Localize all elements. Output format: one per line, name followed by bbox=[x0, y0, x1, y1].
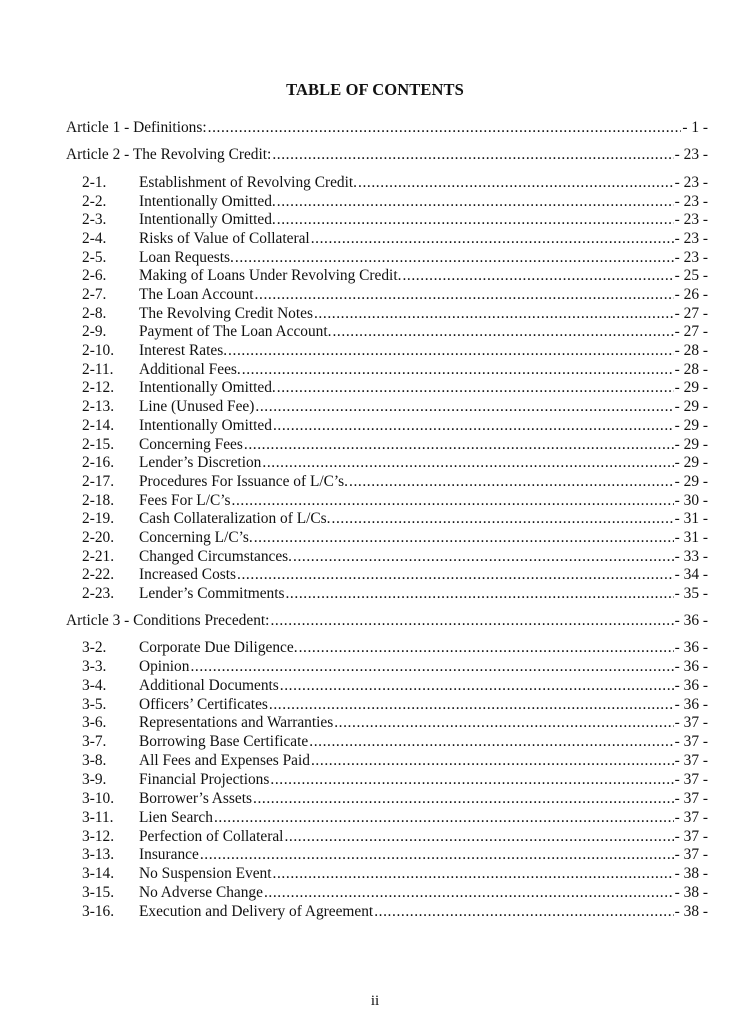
dot-leader bbox=[334, 713, 673, 732]
page-ref: - 23 - bbox=[674, 146, 708, 163]
toc-section-entry[interactable] bbox=[82, 584, 708, 603]
toc-section-entry[interactable] bbox=[82, 547, 708, 566]
section-title: Establishment of Revolving Credit. bbox=[139, 174, 358, 191]
section-number: 3-7. bbox=[82, 733, 107, 750]
dot-leader bbox=[332, 322, 673, 341]
page-ref: - 29 - bbox=[674, 417, 708, 434]
section-number: 2-6. bbox=[82, 267, 107, 284]
section-title: Increased Costs bbox=[139, 566, 237, 583]
section-number: 2-15. bbox=[82, 436, 115, 453]
page-ref: - 23 - bbox=[674, 193, 708, 210]
toc-section-entry[interactable] bbox=[82, 676, 708, 695]
dot-leader bbox=[285, 584, 673, 603]
section-title: Line (Unused Fee) bbox=[139, 398, 255, 415]
section-number: 3-2. bbox=[82, 639, 107, 656]
section-number: 2-19. bbox=[82, 510, 115, 527]
toc-section-entry[interactable] bbox=[82, 732, 708, 751]
section-title: No Suspension Event bbox=[139, 865, 272, 882]
section-number: 2-16. bbox=[82, 454, 115, 471]
section-title: Intentionally Omitted. bbox=[139, 379, 276, 396]
dot-leader bbox=[270, 611, 673, 630]
section-title: No Adverse Change bbox=[139, 884, 263, 901]
section-number: 3-3. bbox=[82, 658, 107, 675]
dot-leader bbox=[309, 732, 673, 751]
section-number: 2-10. bbox=[82, 342, 115, 359]
toc-section-entry[interactable] bbox=[82, 509, 708, 528]
toc-section-entry[interactable] bbox=[82, 565, 708, 584]
section-number: 2-5. bbox=[82, 249, 107, 266]
toc-section-entry[interactable] bbox=[82, 751, 708, 770]
page-ref: - 37 - bbox=[674, 771, 708, 788]
section-title: Concerning L/C’s. bbox=[139, 529, 253, 546]
dot-leader bbox=[255, 397, 673, 416]
page-ref: - 35 - bbox=[674, 585, 708, 602]
section-number: 3-11. bbox=[82, 809, 114, 826]
toc-section-entry[interactable] bbox=[82, 827, 708, 846]
section-title: Cash Collateralization of L/Cs. bbox=[139, 510, 331, 527]
toc-article-entry[interactable] bbox=[66, 611, 708, 630]
page-ref: - 23 - bbox=[674, 174, 708, 191]
toc-section-entry[interactable] bbox=[82, 789, 708, 808]
section-title: Lender’s Discretion bbox=[139, 454, 262, 471]
toc-section-entry[interactable] bbox=[82, 229, 708, 248]
page-ref: - 26 - bbox=[674, 286, 708, 303]
section-number: 3-13. bbox=[82, 846, 115, 863]
dot-leader bbox=[269, 695, 674, 714]
section-number: 2-17. bbox=[82, 473, 115, 490]
toc-section-entry[interactable] bbox=[82, 864, 708, 883]
dot-leader bbox=[358, 173, 674, 192]
dot-leader bbox=[228, 341, 674, 360]
toc-section-entry[interactable] bbox=[82, 304, 708, 323]
section-number: 3-10. bbox=[82, 790, 115, 807]
dot-leader bbox=[273, 864, 674, 883]
page-ref: - 36 - bbox=[674, 677, 708, 694]
dot-leader bbox=[293, 547, 674, 566]
toc-section-entry[interactable] bbox=[82, 173, 708, 192]
dot-leader bbox=[284, 827, 673, 846]
section-number: 2-23. bbox=[82, 585, 115, 602]
section-number: 2-3. bbox=[82, 211, 107, 228]
page-ref: - 25 - bbox=[674, 267, 708, 284]
section-number: 2-12. bbox=[82, 379, 115, 396]
page-number: ii bbox=[370, 993, 380, 1009]
toc-section-entry[interactable] bbox=[82, 713, 708, 732]
dot-leader bbox=[200, 845, 674, 864]
section-number: 2-2. bbox=[82, 193, 107, 210]
page-ref: - 37 - bbox=[674, 790, 708, 807]
section-title: Officers’ Certificates bbox=[139, 696, 268, 713]
section-title: Lender’s Commitments bbox=[139, 585, 285, 602]
page-ref: - 38 - bbox=[674, 884, 708, 901]
section-number: 2-11. bbox=[82, 361, 114, 378]
dot-leader bbox=[314, 304, 674, 323]
section-title: Representations and Warranties bbox=[139, 714, 334, 731]
page-ref: - 36 - bbox=[674, 612, 708, 629]
toc-section-entry[interactable] bbox=[82, 322, 708, 341]
dot-leader bbox=[349, 472, 674, 491]
toc-section-entry[interactable] bbox=[82, 883, 708, 902]
page-ref: - 27 - bbox=[674, 323, 708, 340]
page-ref: - 29 - bbox=[674, 398, 708, 415]
page-title: TABLE OF CONTENTS bbox=[286, 80, 464, 99]
dot-leader bbox=[270, 770, 673, 789]
toc-section-entry[interactable] bbox=[82, 491, 708, 510]
section-title: Lien Search bbox=[139, 809, 213, 826]
section-number: 3-15. bbox=[82, 884, 115, 901]
page-ref: - 28 - bbox=[674, 361, 708, 378]
section-title: Intentionally Omitted. bbox=[139, 193, 276, 210]
dot-leader bbox=[190, 657, 673, 676]
section-title: Perfection of Collateral bbox=[139, 828, 284, 845]
section-number: 2-21. bbox=[82, 548, 115, 565]
toc-section-entry[interactable] bbox=[82, 416, 708, 435]
section-number: 2-18. bbox=[82, 492, 115, 509]
toc-section-entry[interactable] bbox=[82, 528, 708, 547]
dot-leader bbox=[272, 145, 673, 164]
section-title: The Revolving Credit Notes bbox=[139, 305, 313, 322]
section-title: Loan Requests. bbox=[139, 249, 234, 266]
page-ref: - 31 - bbox=[674, 510, 708, 527]
page-ref: - 23 - bbox=[674, 249, 708, 266]
toc-section-entry[interactable] bbox=[82, 397, 708, 416]
section-title: Payment of The Loan Account. bbox=[139, 323, 332, 340]
section-title: Concerning Fees bbox=[139, 436, 243, 453]
toc-section-entry[interactable] bbox=[82, 472, 708, 491]
section-title: Execution and Delivery of Agreement bbox=[139, 903, 374, 920]
dot-leader bbox=[262, 453, 673, 472]
section-title: Intentionally Omitted. bbox=[139, 211, 276, 228]
toc-section-entry[interactable] bbox=[82, 285, 708, 304]
toc-section-entry[interactable] bbox=[82, 695, 708, 714]
page-ref: - 30 - bbox=[674, 492, 708, 509]
section-number: 3-8. bbox=[82, 752, 107, 769]
section-number: 2-9. bbox=[82, 323, 107, 340]
section-number: 3-6. bbox=[82, 714, 107, 731]
dot-leader bbox=[253, 789, 674, 808]
toc-section-entry[interactable] bbox=[82, 192, 708, 211]
toc-section-entry[interactable] bbox=[82, 453, 708, 472]
section-title: Additional Documents bbox=[139, 677, 279, 694]
toc-section-entry[interactable] bbox=[82, 248, 708, 267]
section-title: Additional Fees. bbox=[139, 361, 241, 378]
page-ref: - 37 - bbox=[674, 714, 708, 731]
dot-leader bbox=[232, 491, 674, 510]
page-ref: - 27 - bbox=[674, 305, 708, 322]
page-ref: - 33 - bbox=[674, 548, 708, 565]
section-title: Corporate Due Diligence. bbox=[139, 639, 298, 656]
dot-leader bbox=[311, 229, 674, 248]
dot-leader bbox=[277, 192, 674, 211]
toc-section-entry[interactable] bbox=[82, 378, 708, 397]
page-ref: - 36 - bbox=[674, 696, 708, 713]
toc-section-entry[interactable] bbox=[82, 770, 708, 789]
page-ref: - 38 - bbox=[674, 903, 708, 920]
section-number: 2-1. bbox=[82, 174, 107, 191]
section-title: Intentionally Omitted bbox=[139, 417, 272, 434]
toc-section-entry[interactable] bbox=[82, 435, 708, 454]
section-number: 3-16. bbox=[82, 903, 115, 920]
page-ref: - 29 - bbox=[674, 379, 708, 396]
dot-leader bbox=[277, 378, 674, 397]
section-number: 2-22. bbox=[82, 566, 115, 583]
toc-section-entry[interactable] bbox=[82, 210, 708, 229]
page-ref: - 29 - bbox=[674, 473, 708, 490]
dot-leader bbox=[280, 676, 674, 695]
page-ref: - 37 - bbox=[674, 846, 708, 863]
section-title: Opinion bbox=[139, 658, 190, 675]
dot-leader bbox=[273, 416, 674, 435]
section-number: 3-5. bbox=[82, 696, 107, 713]
page-ref: - 28 - bbox=[674, 342, 708, 359]
dot-leader bbox=[311, 751, 674, 770]
section-number: 3-12. bbox=[82, 828, 115, 845]
toc-article-entry[interactable] bbox=[66, 145, 708, 164]
toc-section-entry[interactable] bbox=[82, 845, 708, 864]
page-ref: - 23 - bbox=[674, 211, 708, 228]
section-title: Risks of Value of Collateral bbox=[139, 230, 310, 247]
toc-section-entry[interactable] bbox=[82, 341, 708, 360]
page-ref: - 29 - bbox=[674, 436, 708, 453]
dot-leader bbox=[237, 565, 674, 584]
section-title: All Fees and Expenses Paid bbox=[139, 752, 310, 769]
dot-leader bbox=[402, 266, 673, 285]
page-ref: - 37 - bbox=[674, 733, 708, 750]
page-ref: - 38 - bbox=[674, 865, 708, 882]
section-number: 2-20. bbox=[82, 529, 115, 546]
page-ref: - 1 - bbox=[682, 119, 708, 136]
page-ref: - 34 - bbox=[674, 566, 708, 583]
dot-leader bbox=[255, 285, 674, 304]
page-ref: - 31 - bbox=[674, 529, 708, 546]
dot-leader bbox=[264, 883, 674, 902]
page-ref: - 23 - bbox=[674, 230, 708, 247]
toc-section-entry[interactable] bbox=[82, 360, 708, 379]
dot-leader bbox=[332, 509, 674, 528]
toc-section-entry[interactable] bbox=[82, 657, 708, 676]
page-ref: - 37 - bbox=[674, 809, 708, 826]
toc-section-entry[interactable] bbox=[82, 266, 708, 285]
dot-leader bbox=[374, 902, 673, 921]
section-number: 3-14. bbox=[82, 865, 115, 882]
section-title: Changed Circumstances. bbox=[139, 548, 293, 565]
section-number: 2-14. bbox=[82, 417, 115, 434]
toc-section-entry[interactable] bbox=[82, 638, 708, 657]
section-number: 3-4. bbox=[82, 677, 107, 694]
section-title: Making of Loans Under Revolving Credit. bbox=[139, 267, 402, 284]
page-ref: - 37 - bbox=[674, 828, 708, 845]
dot-leader bbox=[299, 638, 674, 657]
section-title: Interest Rates. bbox=[139, 342, 228, 359]
toc-article-entry[interactable] bbox=[66, 118, 708, 137]
toc-section-entry[interactable] bbox=[82, 902, 708, 921]
article-title: Article 1 - Definitions: bbox=[66, 119, 207, 136]
section-title: Borrowing Base Certificate bbox=[139, 733, 309, 750]
section-title: Procedures For Issuance of L/C’s. bbox=[139, 473, 349, 490]
toc-section-entry[interactable] bbox=[82, 808, 708, 827]
page-ref: - 36 - bbox=[674, 658, 708, 675]
section-title: Borrower’s Assets bbox=[139, 790, 253, 807]
dot-leader bbox=[242, 360, 674, 379]
section-title: Insurance bbox=[139, 846, 199, 863]
dot-leader bbox=[235, 248, 674, 267]
article-title: Article 2 - The Revolving Credit: bbox=[66, 146, 272, 163]
section-number: 2-13. bbox=[82, 398, 115, 415]
page-ref: - 37 - bbox=[674, 752, 708, 769]
section-number: 2-4. bbox=[82, 230, 107, 247]
page-ref: - 36 - bbox=[674, 639, 708, 656]
section-number: 2-7. bbox=[82, 286, 107, 303]
page-ref: - 29 - bbox=[674, 454, 708, 471]
section-title: Fees For L/C’s bbox=[139, 492, 231, 509]
dot-leader bbox=[254, 528, 674, 547]
dot-leader bbox=[277, 210, 674, 229]
article-title: Article 3 - Conditions Precedent: bbox=[66, 612, 270, 629]
dot-leader bbox=[214, 808, 674, 827]
section-number: 3-9. bbox=[82, 771, 107, 788]
section-number: 2-8. bbox=[82, 305, 107, 322]
dot-leader bbox=[244, 435, 674, 454]
dot-leader bbox=[208, 118, 682, 137]
section-title: The Loan Account bbox=[139, 286, 254, 303]
section-title: Financial Projections bbox=[139, 771, 270, 788]
